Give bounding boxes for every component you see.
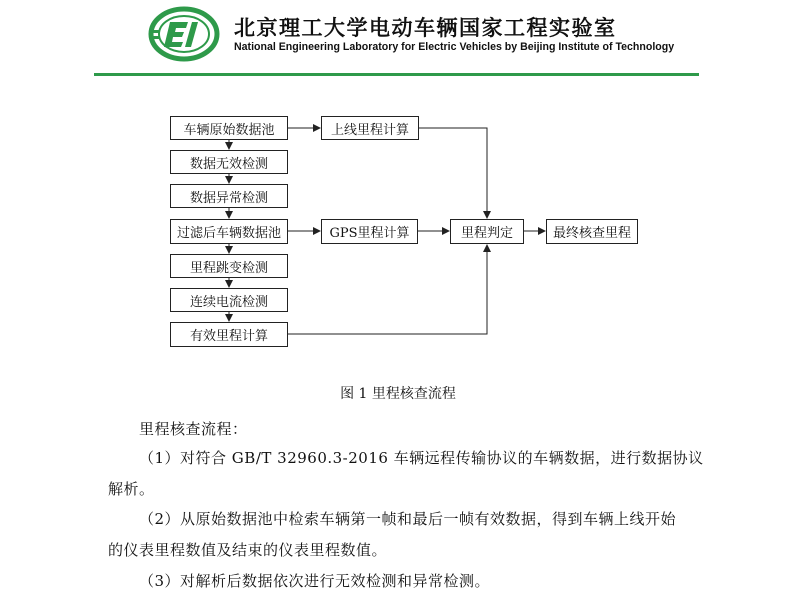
paragraph-2-line-2: 的仪表里程数值及结束的仪表里程数值。: [108, 541, 388, 559]
paragraph-1-line-1: （1）对符合 GB/T 32960.3-2016 车辆远程传输协议的车辆数据，进行数据协议: [139, 449, 704, 467]
arrow-online-to-judge: [419, 128, 487, 218]
org-name-chinese: 北京理工大学电动车辆国家工程实验室: [234, 16, 617, 40]
box-abnormal-check: 数据异常检测: [170, 184, 288, 208]
box-filtered-data-pool: 过滤后车辆数据池: [170, 219, 288, 244]
section-heading: 里程核查流程：: [139, 420, 248, 438]
box-jump-check: 里程跳变检测: [170, 254, 288, 278]
paragraph-1-line-2: 解析。: [108, 480, 155, 498]
figure-caption: 图 1 里程核查流程: [340, 386, 456, 402]
paragraph-3-line-1: （3）对解析后数据依次进行无效检测和异常检测。: [139, 572, 491, 590]
box-invalid-check: 数据无效检测: [170, 150, 288, 174]
arrow-valid-to-judge: [288, 245, 487, 334]
box-final-mileage: 最终核查里程: [546, 219, 638, 244]
paragraph-2-line-1: （2）从原始数据池中检索车辆第一帧和最后一帧有效数据，得到车辆上线开始: [139, 510, 677, 528]
box-raw-data-pool: 车辆原始数据池: [170, 116, 288, 140]
box-current-check: 连续电流检测: [170, 288, 288, 312]
box-online-mileage-calc: 上线里程计算: [321, 116, 419, 140]
box-valid-mileage-calc: 有效里程计算: [170, 322, 288, 347]
org-name-english: National Engineering Laboratory for Electric Vehicles by Beijing Institute of Technology: [234, 41, 675, 53]
box-gps-mileage-calc: GPS里程计算: [321, 219, 418, 244]
box-mileage-judge: 里程判定: [450, 219, 524, 244]
